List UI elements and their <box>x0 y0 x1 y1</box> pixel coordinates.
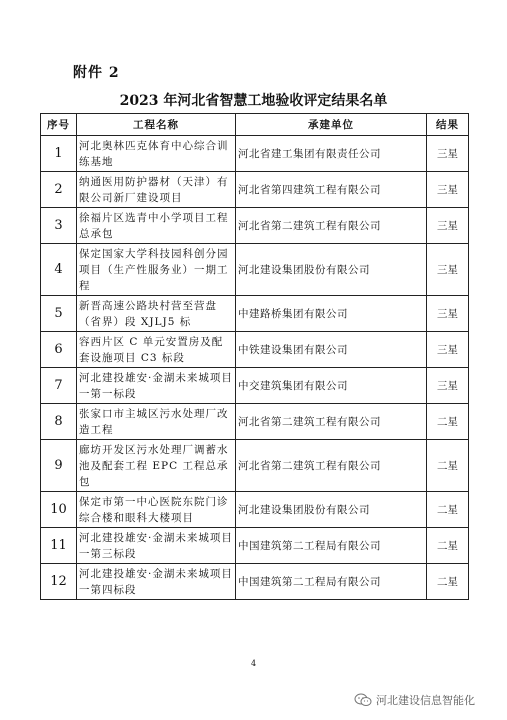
attachment-label: 附件 2 <box>73 65 120 81</box>
table-header-row <box>41 114 469 136</box>
row-project: 徐福片区选青中小学项目工程总承包 <box>77 208 236 244</box>
row-project: 容西片区 C 单元安置房及配套设施项目 C3 标段 <box>77 332 236 368</box>
row-project: 河北建投雄安·金湖未来城项目一第四标段 <box>77 564 236 600</box>
row-index: 12 <box>41 564 77 600</box>
results-table <box>40 113 469 600</box>
row-project: 纳通医用防护器材（天津）有限公司新厂建设项目 <box>77 172 236 208</box>
row-contractor: 中交建筑集团有限公司 <box>236 368 427 404</box>
row-index: 5 <box>41 296 77 332</box>
table-row <box>41 440 469 492</box>
row-contractor: 河北省第二建筑工程有限公司 <box>236 440 427 492</box>
row-contractor: 河北省第二建筑工程有限公司 <box>236 208 427 244</box>
row-project: 河北建投雄安·金湖未来城项目一第一标段 <box>77 368 236 404</box>
page-number: 4 <box>250 659 257 668</box>
row-index: 7 <box>41 368 77 404</box>
row-project: 廊坊开发区污水处理厂调蓄水池及配套工程 EPC 工程总承包 <box>77 440 236 492</box>
row-result: 三星 <box>427 296 469 332</box>
row-index: 1 <box>41 136 77 172</box>
table-row <box>41 244 469 296</box>
row-contractor: 中国建筑第二工程局有限公司 <box>236 528 427 564</box>
row-project: 河北奥林匹克体育中心综合训练基地 <box>77 136 236 172</box>
row-result: 二星 <box>427 492 469 528</box>
row-project: 张家口市主城区污水处理厂改造工程 <box>77 404 236 440</box>
watermark-text: 河北建设信息智能化 <box>376 694 475 707</box>
row-contractor: 中国建筑第二工程局有限公司 <box>236 564 427 600</box>
row-result: 三星 <box>427 368 469 404</box>
row-index: 10 <box>41 492 77 528</box>
table-row <box>41 332 469 368</box>
table-row <box>41 368 469 404</box>
table-row <box>41 528 469 564</box>
row-result: 二星 <box>427 440 469 492</box>
row-index: 11 <box>41 528 77 564</box>
header-result: 结果 <box>427 114 469 136</box>
row-contractor: 中铁建设集团有限公司 <box>236 332 427 368</box>
table-row <box>41 564 469 600</box>
row-contractor: 河北建设集团股份有限公司 <box>236 492 427 528</box>
wechat-icon <box>354 693 372 707</box>
row-contractor: 河北省建工集团有限责任公司 <box>236 136 427 172</box>
row-contractor: 河北建设集团股份有限公司 <box>236 244 427 296</box>
row-index: 3 <box>41 208 77 244</box>
row-index: 9 <box>41 440 77 492</box>
row-result: 二星 <box>427 564 469 600</box>
row-result: 三星 <box>427 332 469 368</box>
header-project: 工程名称 <box>77 114 236 136</box>
table-row <box>41 404 469 440</box>
watermark <box>354 692 475 708</box>
row-project: 河北建投雄安·金湖未来城项目一第三标段 <box>77 528 236 564</box>
header-index: 序号 <box>41 114 77 136</box>
row-index: 6 <box>41 332 77 368</box>
table-row <box>41 296 469 332</box>
row-contractor: 中建路桥集团有限公司 <box>236 296 427 332</box>
document-title: 2023 年河北省智慧工地验收评定结果名单 <box>119 93 388 109</box>
row-contractor: 河北省第二建筑工程有限公司 <box>236 404 427 440</box>
table-row <box>41 492 469 528</box>
row-result: 二星 <box>427 404 469 440</box>
row-project: 保定国家大学科技园科创分园项目（生产性服务业）一期工程 <box>77 244 236 296</box>
row-index: 8 <box>41 404 77 440</box>
header-contractor: 承建单位 <box>236 114 427 136</box>
row-result: 三星 <box>427 208 469 244</box>
row-result: 三星 <box>427 244 469 296</box>
table-row <box>41 136 469 172</box>
row-result: 三星 <box>427 136 469 172</box>
row-result: 二星 <box>427 528 469 564</box>
row-index: 2 <box>41 172 77 208</box>
row-result: 三星 <box>427 172 469 208</box>
table-row <box>41 172 469 208</box>
row-project: 保定市第一中心医院东院门诊综合楼和眼科大楼项目 <box>77 492 236 528</box>
row-index: 4 <box>41 244 77 296</box>
table-row <box>41 208 469 244</box>
row-contractor: 河北省第四建筑工程有限公司 <box>236 172 427 208</box>
row-project: 新晋高速公路块村营至营盘（省界）段 XJLJ5 标 <box>77 296 236 332</box>
